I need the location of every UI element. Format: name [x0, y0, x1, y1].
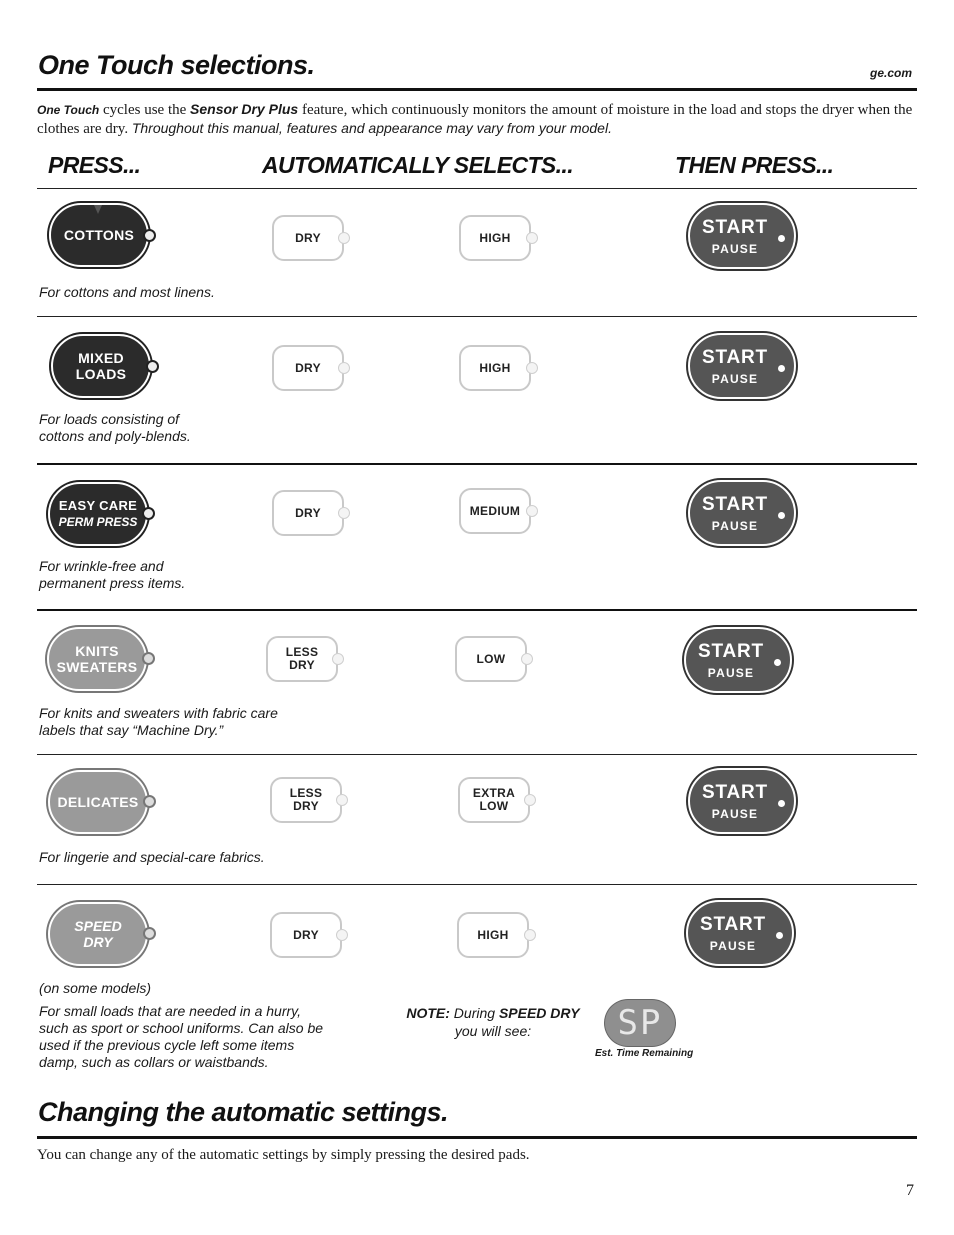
dryness-label: DRY — [295, 505, 321, 520]
cottons-description — [39, 284, 215, 301]
description-line: For wrinkle-free and — [39, 558, 164, 574]
selected-indicator-icon — [94, 205, 102, 214]
description-line: For lingerie and special-care fabrics. — [39, 849, 265, 865]
page-number: 7 — [906, 1182, 914, 1199]
easy-care-label: EASY CARE — [58, 498, 138, 513]
start-indicator-light — [776, 932, 783, 939]
dryness-pad[interactable] — [266, 636, 338, 682]
start-pause-button[interactable] — [688, 768, 796, 834]
description-line: For knits and sweaters with fabric care — [39, 705, 278, 721]
start-pause-button[interactable] — [688, 480, 796, 546]
description-line: cottons and poly-blends. — [39, 428, 191, 444]
heat-pad[interactable] — [458, 777, 530, 823]
description-line: such as sport or school uniforms. Can also be — [39, 1020, 324, 1036]
row-divider — [37, 884, 917, 885]
section-title: Changing the automatic settings. — [38, 1097, 449, 1127]
heat-label: HIGH — [477, 927, 509, 942]
heat-pad[interactable] — [459, 215, 531, 261]
note-text: During — [449, 1005, 499, 1021]
start-label: START — [702, 782, 768, 803]
dryness-pad[interactable] — [270, 777, 342, 823]
heat-label: HIGH — [479, 230, 511, 245]
dryness-label-1: LESS — [289, 786, 323, 800]
section-rule — [37, 1136, 917, 1139]
speed-dry-indicator-light — [143, 927, 156, 940]
dryness-pad[interactable] — [270, 912, 342, 958]
start-pause-button[interactable] — [688, 333, 796, 399]
dryness-indicator-light — [336, 929, 348, 941]
intro-feature: Sensor Dry Plus — [190, 101, 299, 117]
mixed-loads-label-2: LOADS — [75, 366, 127, 382]
description-line: damp, such as collars or waistbands. — [39, 1054, 269, 1070]
knits-label: KNITS — [75, 643, 119, 659]
mixed-loads-indicator-light — [146, 360, 159, 373]
dryness-label-2: DRY — [293, 799, 319, 813]
start-indicator-light — [778, 512, 785, 519]
easy-care-description — [39, 558, 185, 592]
mixed-loads-label-1: MIXED — [78, 350, 124, 366]
easy-care-pad[interactable] — [48, 482, 148, 546]
description-line: permanent press items. — [39, 575, 186, 591]
heat-indicator-light — [526, 505, 538, 517]
intro-paragraph — [37, 100, 917, 138]
description-line: For cottons and most linens. — [39, 284, 215, 300]
dryness-label-1: LESS — [285, 645, 319, 659]
intro-brand: One Touch — [37, 103, 100, 117]
delicates-indicator-light — [143, 795, 156, 808]
start-pause-button[interactable] — [688, 203, 796, 269]
pause-label: PAUSE — [711, 242, 759, 256]
time-display: SP — [605, 1000, 675, 1046]
description-line: used if the previous cycle left some items — [39, 1037, 295, 1053]
intro-disclaimer: Throughout this manual, features and appearance may vary from your model. — [131, 120, 612, 136]
site-url: ge.com — [870, 66, 913, 80]
pause-label: PAUSE — [707, 666, 755, 680]
speed-dry-model-note: (on some models) — [39, 980, 152, 996]
note-label: NOTE: — [406, 1005, 450, 1021]
mixed-loads-pad[interactable] — [51, 334, 151, 398]
description-line: labels that say “Machine Dry.” — [39, 722, 224, 738]
pause-label: PAUSE — [711, 519, 759, 533]
pause-label: PAUSE — [711, 807, 759, 821]
delicates-label: DELICATES — [57, 794, 139, 810]
knits-sweaters-pad[interactable] — [47, 627, 147, 691]
start-indicator-light — [778, 800, 785, 807]
knits-sweaters-description — [39, 705, 278, 739]
speed-dry-description — [39, 1003, 323, 1071]
dryness-indicator-light — [332, 653, 344, 665]
pause-label: PAUSE — [711, 372, 759, 386]
dryness-pad[interactable] — [272, 345, 344, 391]
column-press: PRESS... — [48, 152, 141, 178]
start-label: START — [702, 494, 768, 515]
delicates-pad[interactable] — [48, 770, 148, 834]
row-divider — [37, 463, 917, 465]
pause-label: PAUSE — [709, 939, 757, 953]
dryness-indicator-light — [338, 507, 350, 519]
heat-pad[interactable] — [459, 345, 531, 391]
description-line: For small loads that are needed in a hurry, — [39, 1003, 301, 1019]
heat-indicator-light — [526, 362, 538, 374]
heat-label: MEDIUM — [469, 503, 521, 518]
start-pause-button[interactable] — [686, 900, 794, 966]
intro-part2: feature, which continuously monitors the amount of moisture in the load and stops the dryer when the clothes are dry. — [37, 102, 913, 137]
heat-pad[interactable] — [455, 636, 527, 682]
start-label: START — [702, 217, 768, 238]
cottons-label: COTTONS — [63, 227, 135, 243]
dryness-pad[interactable] — [272, 490, 344, 536]
mixed-loads-description — [39, 411, 191, 445]
dry-label: DRY — [83, 934, 113, 950]
heat-label-1: EXTRA — [472, 786, 516, 800]
display-caption: Est. Time Remaining — [595, 1048, 694, 1059]
sweaters-label: SWEATERS — [56, 659, 138, 675]
start-label: START — [702, 347, 768, 368]
description-line: For loads consisting of — [39, 411, 180, 427]
dryness-label: DRY — [293, 927, 319, 942]
dryness-indicator-light — [336, 794, 348, 806]
note-line2: you will see: — [454, 1023, 532, 1039]
heat-indicator-light — [521, 653, 533, 665]
row-divider — [37, 754, 917, 755]
cottons-indicator-light — [143, 229, 156, 242]
start-label: START — [700, 914, 766, 935]
section-body: You can change any of the automatic settings by simply pressing the desired pads. — [37, 1147, 530, 1163]
easy-care-indicator-light — [142, 507, 155, 520]
note-cycle: SPEED DRY — [498, 1005, 580, 1021]
start-indicator-light — [778, 235, 785, 242]
heat-label: HIGH — [479, 360, 511, 375]
heat-indicator-light — [524, 929, 536, 941]
speed-dry-note — [400, 1004, 586, 1040]
dryness-pad[interactable] — [272, 215, 344, 261]
speed-label: SPEED — [74, 918, 122, 934]
start-label: START — [698, 641, 764, 662]
start-indicator-light — [774, 659, 781, 666]
heat-indicator-light — [526, 232, 538, 244]
intro-part1: cycles use the — [99, 102, 191, 118]
row-divider — [37, 609, 917, 611]
dryness-label-2: DRY — [289, 658, 315, 672]
dryness-indicator-light — [338, 362, 350, 374]
heat-label: LOW — [476, 651, 506, 666]
dryness-label: DRY — [295, 230, 321, 245]
header-rule — [37, 188, 917, 189]
dryness-label: DRY — [295, 360, 321, 375]
start-indicator-light — [778, 365, 785, 372]
heat-pad[interactable] — [457, 912, 529, 958]
column-auto-selects: AUTOMATICALLY SELECTS... — [262, 152, 574, 178]
knits-sweaters-indicator-light — [142, 652, 155, 665]
heat-pad[interactable] — [459, 488, 531, 534]
column-then-press: THEN PRESS... — [675, 152, 834, 178]
start-pause-button[interactable] — [684, 627, 792, 693]
heat-indicator-light — [524, 794, 536, 806]
dryness-indicator-light — [338, 232, 350, 244]
heat-label-2: LOW — [479, 799, 509, 813]
title-rule — [37, 88, 917, 91]
row-divider — [37, 316, 917, 317]
page-title: One Touch selections. — [38, 50, 315, 80]
perm-press-label: PERM PRESS — [58, 515, 138, 529]
speed-dry-pad[interactable] — [48, 902, 148, 966]
delicates-description — [39, 849, 265, 866]
